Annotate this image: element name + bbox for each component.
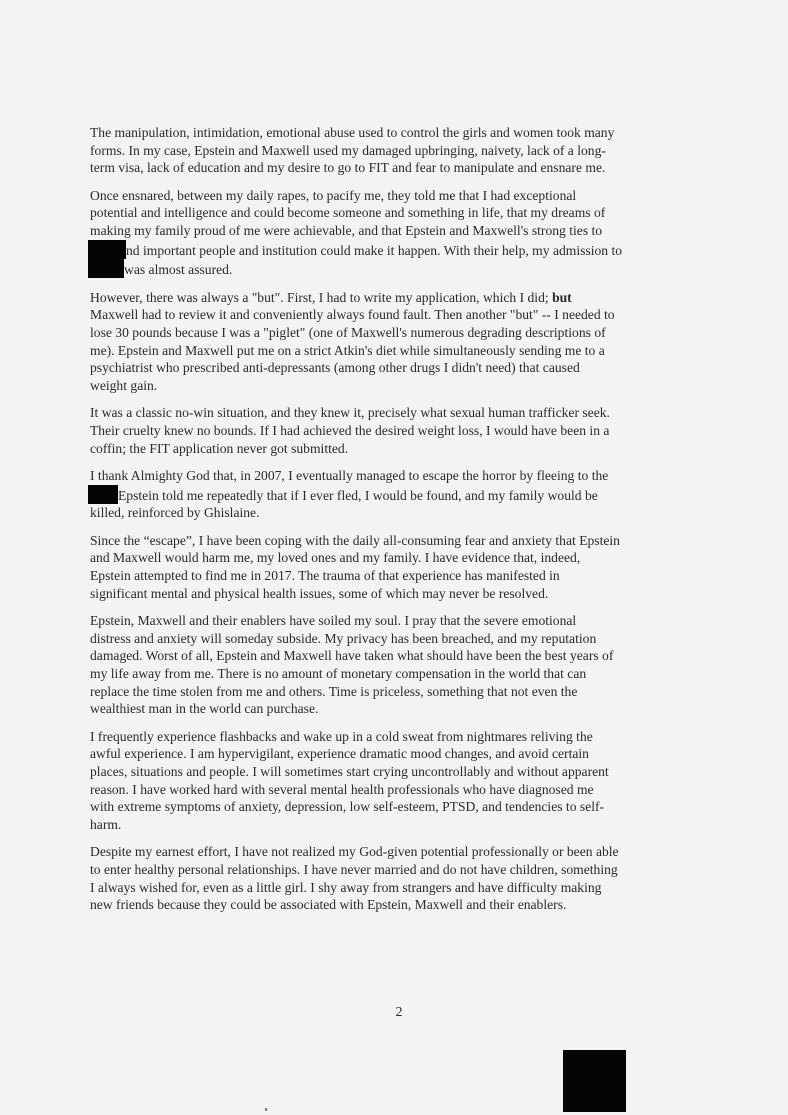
text-line-redacted	[90, 485, 715, 505]
text-line: I always wished for, even as a little girl. I shy away from strangers and have difficulty making	[90, 879, 602, 895]
paragraph-5	[90, 467, 715, 522]
text-fragment: However, there was always a "but". First, I had to write my application, which I did;	[90, 289, 549, 305]
text-line: making my family proud of me were achievable, and that Epstein and Maxwell's strong ties to	[90, 222, 603, 238]
text-line: new friends because they could be associated with Epstein, Maxwell and their enablers.	[90, 897, 567, 913]
text-line: significant mental and physical health issues, some of which may never be resolved.	[90, 585, 549, 601]
text-line: my life away from me. There is no amount of monetary compensation in the world that can	[90, 666, 587, 682]
text-line: potential and intelligence and could become someone and something in life, that my dreams of	[90, 205, 606, 221]
text-line: me). Epstein and Maxwell put me on a strict Atkin's diet while simultaneously sending me to a	[90, 342, 605, 358]
paragraph-3	[90, 289, 715, 395]
redaction-block	[88, 240, 126, 259]
text-line: harm.	[90, 816, 122, 832]
text-line: Epstein attempted to find me in 2017. The trauma of that experience has manifested in	[90, 568, 560, 584]
text-line: and Maxwell would harm me, my loved ones and my family. I have evidence that, indeed,	[90, 550, 581, 566]
text-fragment: was almost assured.	[124, 262, 233, 278]
text-line: damaged. Worst of all, Epstein and Maxwell have taken what should have been the best years of	[90, 648, 614, 664]
paragraph-2	[90, 187, 715, 279]
redaction-block	[563, 1050, 626, 1112]
redaction-block	[88, 485, 118, 504]
text-line: wealthiest man in the world can purchase.	[90, 701, 319, 717]
paragraph-9	[90, 843, 715, 913]
text-fragment: nd important people and institution could make it happen. With their help, my admission to	[126, 242, 623, 258]
text-fragment: Epstein told me repeatedly that if I ever fled, I would be found, and my family would be	[118, 487, 598, 503]
text-line: lose 30 pounds because I was a "piglet" (one of Maxwell's numerous degrading descriptions of	[90, 324, 606, 340]
text-line: weight gain.	[90, 377, 158, 393]
scan-speck	[265, 1108, 267, 1111]
paragraph-7	[90, 612, 715, 718]
paragraph-6	[90, 532, 715, 602]
text-line: Despite my earnest effort, I have not realized my God-given potential professionally or been able	[90, 844, 619, 860]
text-line: killed, reinforced by Ghislaine.	[90, 505, 260, 521]
text-line: awful experience. I am hypervigilant, experience dramatic mood changes, and avoid certain	[90, 746, 589, 762]
text-line-redacted	[90, 259, 715, 279]
paragraph-4	[90, 404, 715, 457]
text-line: I frequently experience flashbacks and wake up in a cold sweat from nightmares reliving the	[90, 728, 593, 744]
text-line: It was a classic no-win situation, and they knew it, precisely what sexual human trafficker seek.	[90, 405, 610, 421]
text-line: places, situations and people. I will sometimes start crying uncontrollably and without apparent	[90, 764, 609, 779]
text-line: Since the “escape”, I have been coping with the daily all-consuming fear and anxiety that Epstein	[90, 532, 620, 548]
text-line: Maxwell had to review it and conveniently always found fault. Then another "but" -- I needed to	[90, 307, 615, 323]
text-line: I thank Almighty God that, in 2007, I eventually managed to escape the horror by fleeing to the	[90, 468, 609, 484]
letter-body	[90, 124, 715, 924]
bold-word: but	[552, 289, 572, 305]
text-line: reason. I have worked hard with several mental health professionals who have diagnosed me	[90, 781, 594, 797]
text-line: with extreme symptoms of anxiety, depression, low self-esteem, PTSD, and tendencies to self-	[90, 799, 605, 815]
text-line: Epstein, Maxwell and their enablers have soiled my soul. I pray that the severe emotional	[90, 613, 577, 629]
text-line: forms. In my case, Epstein and Maxwell used my damaged upbringing, naivety, lack of a long-	[90, 142, 606, 158]
text-line: Their cruelty knew no bounds. If I had achieved the desired weight loss, I would have been in a	[90, 422, 610, 438]
text-line: replace the time stolen from me and others. Time is priceless, something that not even the	[90, 683, 578, 699]
text-line: coffin; the FIT application never got submitted.	[90, 440, 349, 456]
text-line: The manipulation, intimidation, emotional abuse used to control the girls and women took many	[90, 125, 615, 140]
text-line-with-bold	[90, 289, 715, 307]
paragraph-8	[90, 728, 715, 834]
text-line: term visa, lack of education and my desire to go to FIT and fear to manipulate and ensnare me.	[90, 160, 606, 176]
text-line-redacted	[90, 240, 715, 260]
text-line: distress and anxiety will someday subside. My privacy has been breached, and my reputation	[90, 630, 597, 646]
text-line: Once ensnared, between my daily rapes, to pacify me, they told me that I had exceptional	[90, 187, 577, 203]
text-line: to enter healthy personal relationships. I have never married and do not have children, something	[90, 861, 618, 877]
paragraph-1	[90, 124, 715, 177]
redaction-block	[88, 259, 124, 278]
page-number: 2	[395, 1004, 403, 1019]
text-line: psychiatrist who prescribed anti-depressants (among other drugs I didn't need) that caused	[90, 360, 580, 376]
